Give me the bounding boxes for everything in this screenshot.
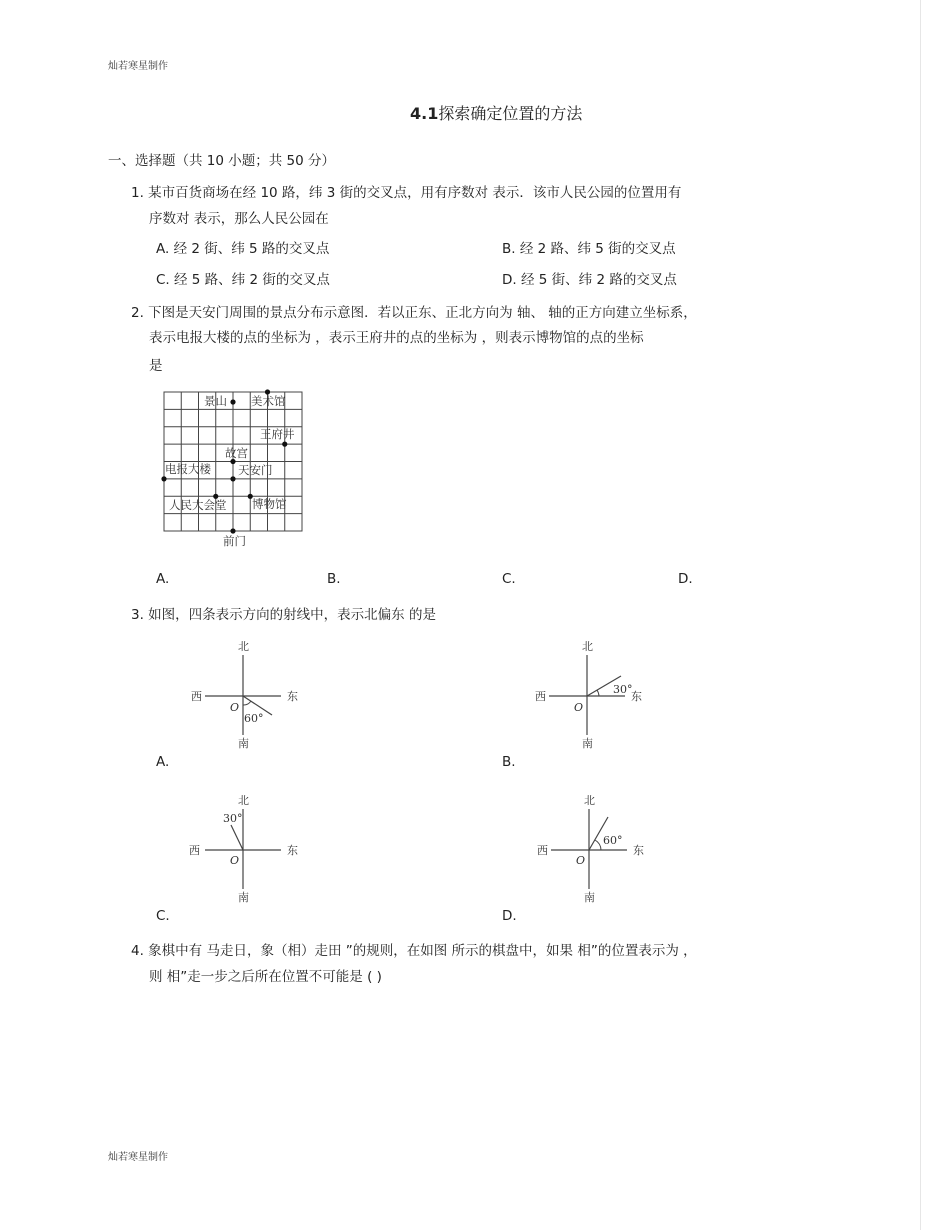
q1-stem-line2: 序数对 表示，那么人民公园在: [149, 211, 329, 227]
q3-figure-b: [529, 635, 654, 753]
q3-stem: 3. 如图，四条表示方向的射线中，表示北偏东 的是: [131, 607, 436, 623]
label-gugong: 故宫: [225, 446, 248, 460]
label-renmin: 人民大会堂: [169, 498, 227, 512]
q2-stem-line3: 是: [149, 358, 163, 374]
q3-figure-c: [185, 789, 310, 907]
page-footer: 灿若寒星制作: [108, 1152, 168, 1163]
west-label: 西: [535, 690, 546, 703]
q4-stem-line1: 4. 象棋中有 马走日，象（相）走田 ”的规则，在如图 所示的棋盘中，如果 相”的位置表示为 ，: [131, 943, 697, 959]
north-label: 北: [582, 640, 593, 653]
angle-label: 30°: [613, 683, 633, 696]
q2-stem-line2: 表示电报大楼的点的坐标为 ，表示王府井的点的坐标为 ，则表示博物馆的点的坐标: [149, 330, 644, 346]
q2-option-b[interactable]: B.: [327, 571, 341, 587]
q2-stem-line1: 2. 下图是天安门周围的景点分布示意图．若以正东、正北方向为 轴、 轴的正方向建立坐标系，: [131, 305, 697, 321]
q2-option-a[interactable]: A.: [156, 571, 170, 587]
label-dianbao: 电报大楼: [165, 462, 211, 476]
origin-label: O: [230, 854, 240, 867]
east-label: 东: [287, 690, 298, 703]
q1-stem-line1: 1. 某市百货商场在经 10 路，纬 3 街的交叉点，用有序数对 表示．该市人民公园的位置用有: [131, 185, 682, 201]
title-text: 探索确定位置的方法: [438, 104, 583, 123]
west-label: 西: [189, 844, 200, 857]
angle-label: 60°: [603, 834, 623, 847]
page-header: 灿若寒星制作: [108, 61, 168, 72]
label-tiananmen: 天安门: [238, 463, 273, 477]
q1-option-a[interactable]: A. 经 2 街、纬 5 路的交叉点: [156, 241, 330, 257]
q3-option-c[interactable]: C.: [156, 908, 170, 924]
q3-option-d[interactable]: D.: [502, 908, 517, 924]
page-edge: [920, 0, 921, 1230]
label-meishuguan: 美术馆: [251, 394, 286, 408]
south-label: 南: [238, 891, 249, 904]
origin-label: O: [230, 701, 240, 714]
title-number: 4.1: [410, 104, 439, 123]
q2-option-c[interactable]: C.: [502, 571, 516, 587]
north-label: 北: [238, 794, 249, 807]
north-label: 北: [584, 794, 595, 807]
q1-option-c[interactable]: C. 经 5 路、纬 2 街的交叉点: [156, 272, 330, 288]
east-label: 东: [631, 690, 642, 703]
page-title: [410, 101, 582, 124]
q3-figure-d: [531, 789, 656, 907]
point-tiananmen: [230, 476, 235, 481]
west-label: 西: [537, 844, 548, 857]
q1-option-b[interactable]: B. 经 2 路、纬 5 街的交叉点: [502, 241, 676, 257]
angle-label: 60°: [244, 712, 264, 725]
east-label: 东: [287, 844, 298, 857]
south-label: 南: [582, 737, 593, 750]
point-wangfujing: [282, 442, 287, 447]
q3-figure-a: [185, 635, 310, 753]
origin-label: O: [576, 854, 586, 867]
label-wangfujing: 王府井: [260, 427, 295, 441]
point-jingshan: [230, 399, 235, 404]
north-label: 北: [238, 640, 249, 653]
q3-option-b[interactable]: B.: [502, 754, 516, 770]
south-label: 南: [238, 737, 249, 750]
angle-label: 30°: [223, 812, 243, 825]
direction-ray: [231, 825, 243, 850]
south-label: 南: [584, 891, 595, 904]
q3-option-a[interactable]: A.: [156, 754, 170, 770]
q4-stem-line2: 则 相”走一步之后所在位置不可能是 ( ): [149, 969, 382, 985]
section-heading: 一、选择题（共 10 小题；共 50 分）: [108, 153, 336, 169]
east-label: 东: [633, 844, 644, 857]
west-label: 西: [191, 690, 202, 703]
point-qianmen: [230, 528, 235, 533]
label-bowuguan: 博物馆: [252, 497, 287, 511]
label-jingshan: 景山: [204, 394, 227, 408]
q1-option-d[interactable]: D. 经 5 街、纬 2 路的交叉点: [502, 272, 677, 288]
label-qianmen: 前门: [223, 534, 246, 548]
origin-label: O: [574, 701, 584, 714]
point-dianbao: [161, 476, 166, 481]
q2-map-figure: [155, 385, 315, 555]
q2-option-d[interactable]: D.: [678, 571, 693, 587]
